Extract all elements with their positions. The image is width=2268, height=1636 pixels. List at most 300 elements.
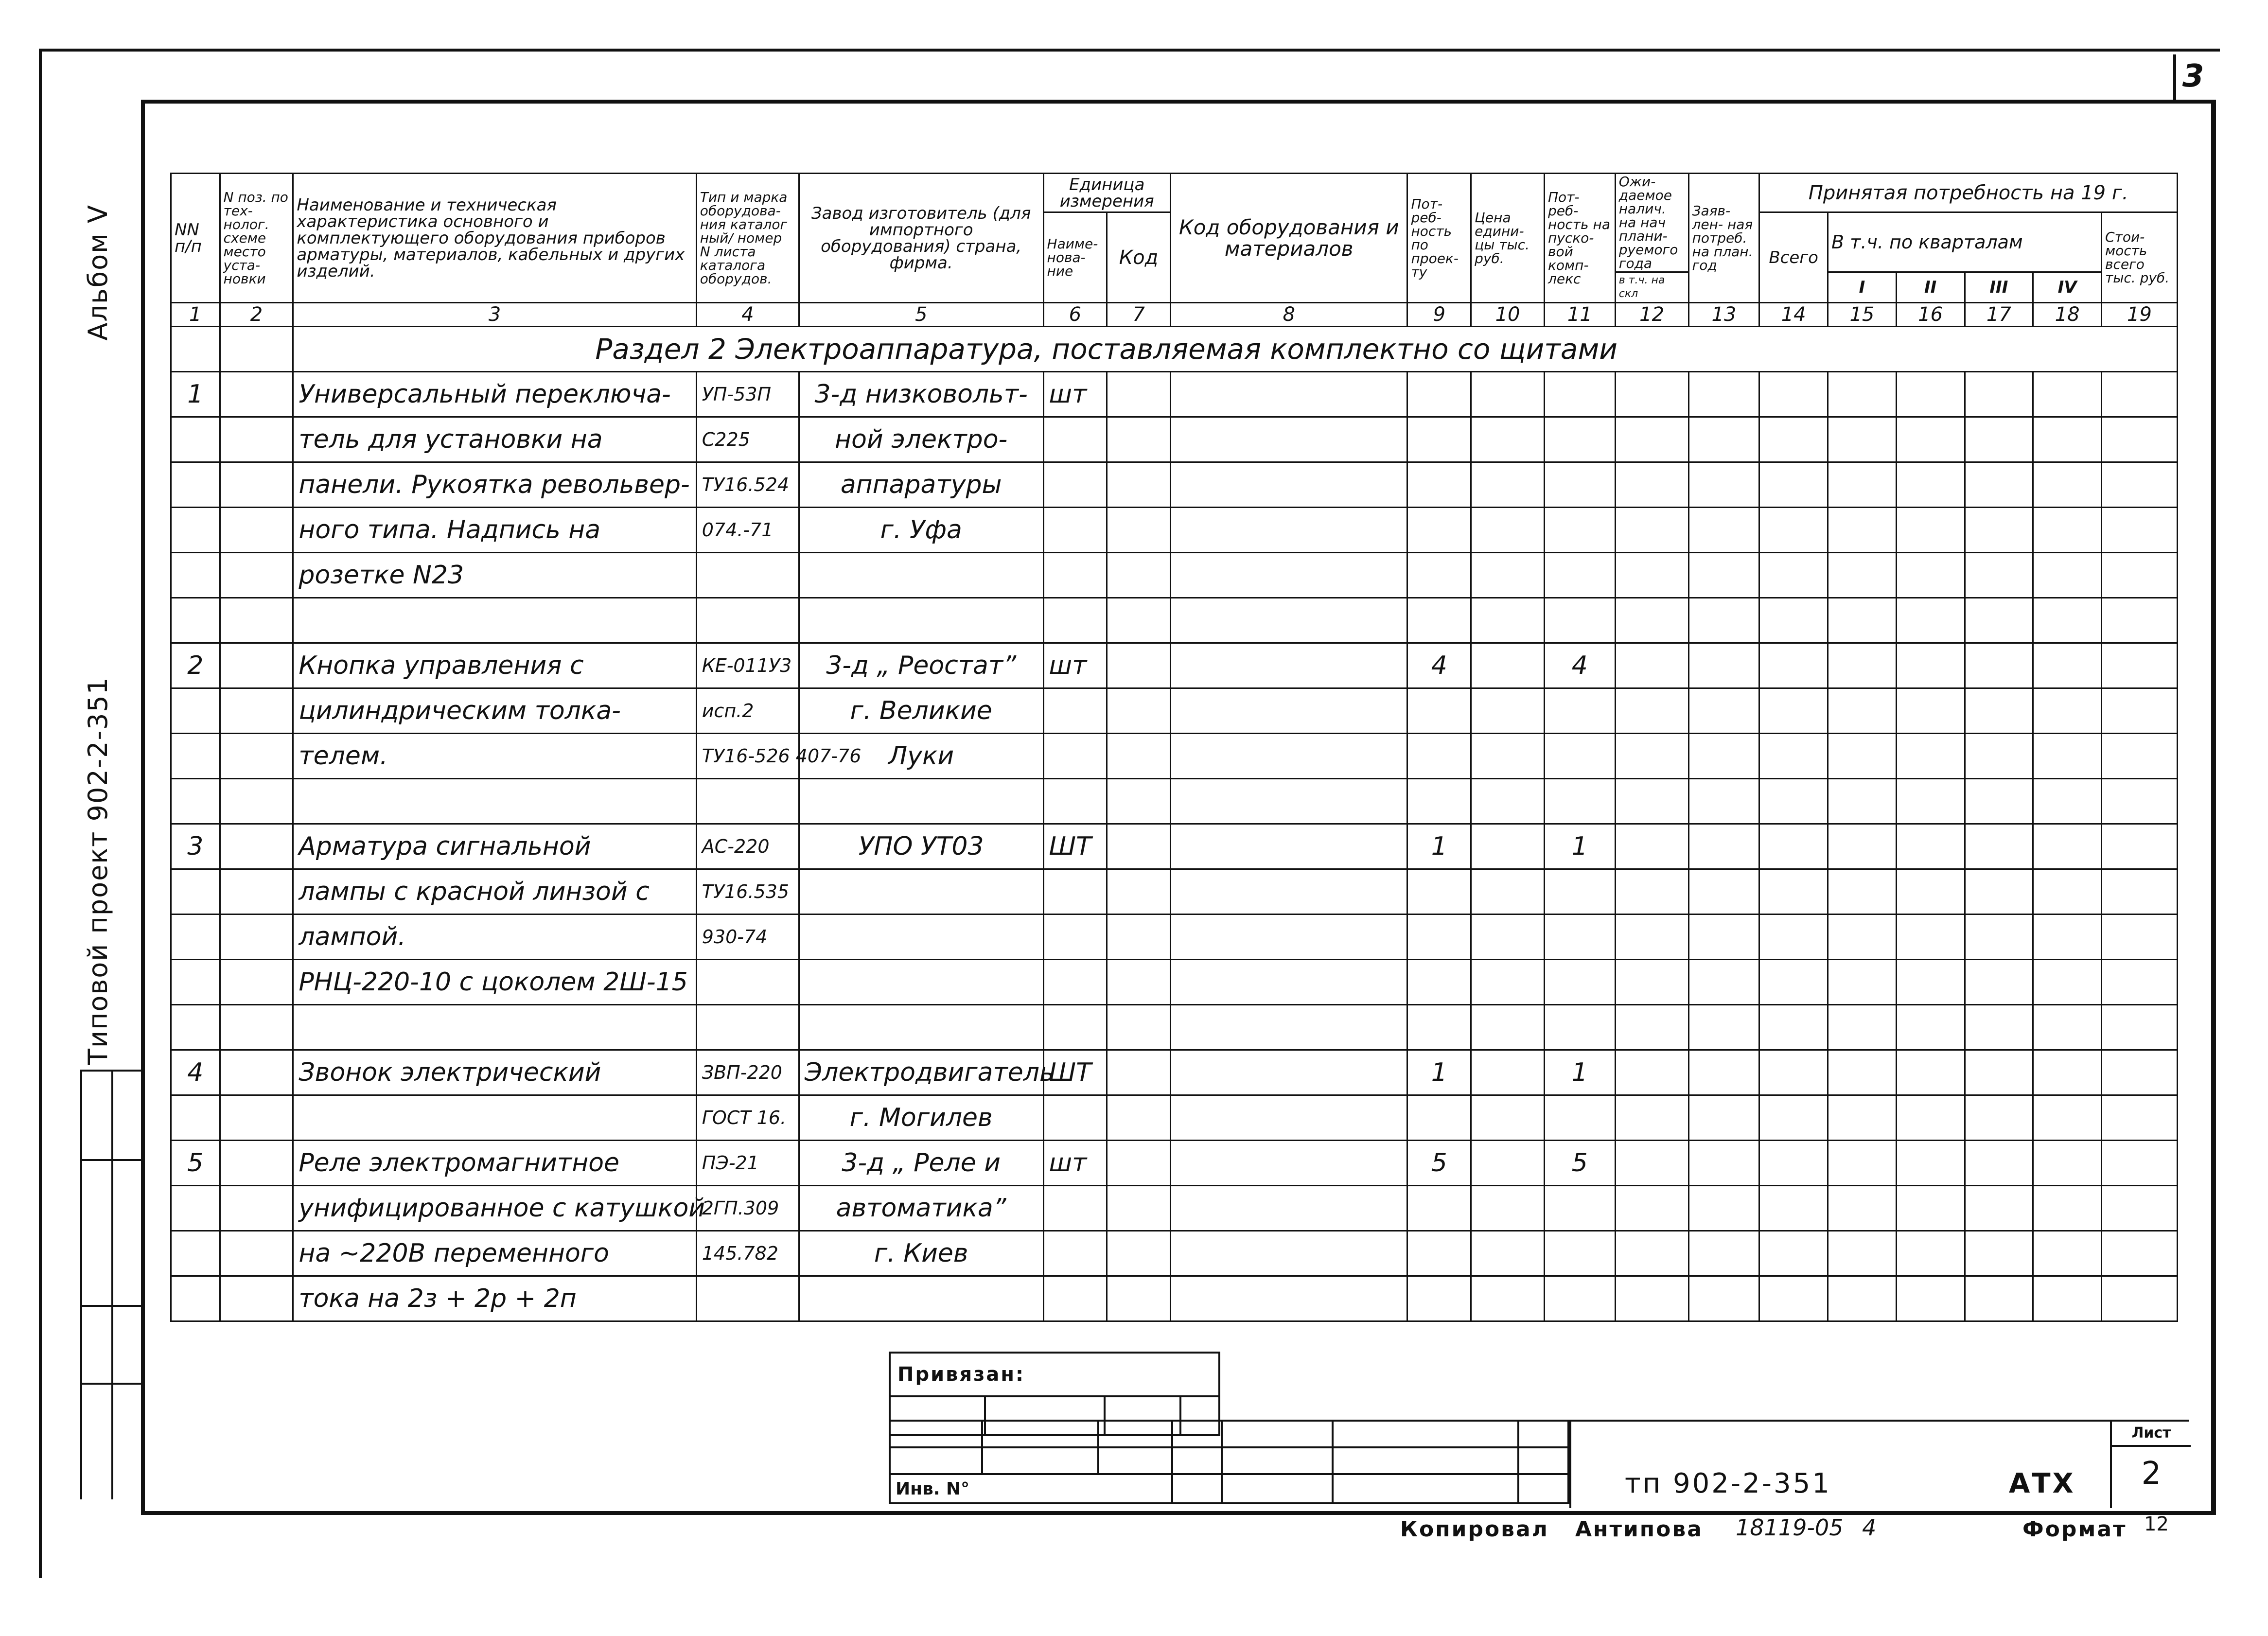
side-stamp — [80, 1070, 143, 1499]
empty-cell — [1896, 869, 1965, 915]
empty-cell — [1965, 598, 2033, 643]
item-name: цилиндрическим толка- — [293, 688, 696, 734]
empty-cell — [1896, 688, 1965, 734]
hdr-unit-code: Код — [1107, 212, 1171, 303]
item-unit — [1043, 869, 1107, 915]
need-project — [1407, 1005, 1471, 1050]
empty-cell — [1896, 643, 1965, 688]
empty-cell — [1688, 779, 1759, 824]
column-number: 4 — [696, 303, 799, 327]
item-unit — [1043, 553, 1107, 598]
empty-cell — [1170, 1186, 1407, 1231]
empty-cell — [1828, 1276, 1897, 1321]
item-plant — [799, 1276, 1043, 1321]
row-number — [171, 1005, 220, 1050]
sheet-box — [2110, 1422, 2191, 1508]
empty-cell — [1615, 734, 1688, 779]
empty-cell — [1828, 869, 1897, 915]
empty-cell — [1688, 417, 1759, 462]
column-number-row — [171, 303, 2178, 327]
empty-cell — [2101, 598, 2177, 643]
empty-cell — [1896, 417, 1965, 462]
table-row — [171, 508, 2178, 553]
item-type — [696, 598, 799, 643]
table-row — [171, 1050, 2178, 1095]
item-plant — [799, 1005, 1043, 1050]
empty-cell — [1828, 417, 1897, 462]
table-row — [171, 1141, 2178, 1186]
empty-cell — [1471, 1005, 1545, 1050]
item-unit: шт — [1043, 372, 1107, 417]
empty-cell — [1965, 372, 2033, 417]
column-number: 15 — [1828, 303, 1897, 327]
item-name — [293, 1005, 696, 1050]
title-block-grid — [889, 1420, 1569, 1504]
table-row — [171, 779, 2178, 824]
empty-cell — [1759, 508, 1828, 553]
item-type: КЕ-011У3 — [696, 643, 799, 688]
empty-cell — [1828, 1186, 1897, 1231]
table-row — [171, 734, 2178, 779]
doc-code: АТХ — [2009, 1468, 2075, 1499]
item-type — [696, 553, 799, 598]
item-name: лампой. — [293, 915, 696, 960]
empty-cell — [1965, 1276, 2033, 1321]
empty-cell — [1107, 553, 1171, 598]
empty-cell — [1759, 779, 1828, 824]
empty-cell — [1107, 462, 1171, 508]
empty-cell — [1965, 915, 2033, 960]
empty-cell — [1170, 417, 1407, 462]
empty-cell — [1615, 915, 1688, 960]
row-number — [171, 598, 220, 643]
empty-cell — [1107, 779, 1171, 824]
empty-cell — [2101, 688, 2177, 734]
row-number: 3 — [171, 824, 220, 869]
empty-cell — [1170, 1005, 1407, 1050]
hdr-q4: IV — [2033, 272, 2102, 303]
empty-cell — [1759, 553, 1828, 598]
item-type — [696, 1005, 799, 1050]
need-startup: 1 — [1544, 1050, 1615, 1095]
item-type: ТУ16-526 407-76 — [696, 734, 799, 779]
sheet-number: 2 — [2141, 1456, 2162, 1492]
bound-label: Привязан: — [890, 1353, 1219, 1396]
hdr-accepted: Принятая потребность на 19 г. — [1759, 174, 2178, 212]
empty-cell — [1688, 372, 1759, 417]
inv-label: Инв. N° — [890, 1474, 1172, 1503]
need-startup — [1544, 1231, 1615, 1276]
row-number: 2 — [171, 643, 220, 688]
empty-cell — [1965, 734, 2033, 779]
column-number: 3 — [293, 303, 696, 327]
item-unit: ШТ — [1043, 824, 1107, 869]
row-number — [171, 462, 220, 508]
table-row — [171, 1095, 2178, 1141]
item-name: телем. — [293, 734, 696, 779]
empty-cell — [1965, 1141, 2033, 1186]
row-number — [171, 960, 220, 1005]
empty-cell — [1828, 508, 1897, 553]
need-project — [1407, 688, 1471, 734]
empty-cell — [2033, 688, 2102, 734]
item-plant: аппаратуры — [799, 462, 1043, 508]
empty-cell — [1107, 1276, 1171, 1321]
empty-cell — [1688, 643, 1759, 688]
row-number — [171, 734, 220, 779]
empty-cell — [1759, 1095, 1828, 1141]
hdr-in-stock: в т.ч. на скл — [1615, 272, 1688, 303]
empty-cell — [1471, 1050, 1545, 1095]
item-type: ТУ16.524 — [696, 462, 799, 508]
need-project — [1407, 1095, 1471, 1141]
column-number: 2 — [220, 303, 293, 327]
hdr-plant: Завод изготовитель (для импортного оборудования) страна, фирма. — [799, 174, 1043, 303]
empty-cell — [1688, 462, 1759, 508]
item-plant: Электродвигатель — [799, 1050, 1043, 1095]
empty-cell — [1965, 824, 2033, 869]
empty-cell — [1759, 417, 1828, 462]
column-number: 11 — [1544, 303, 1615, 327]
need-project — [1407, 960, 1471, 1005]
item-plant: г. Киев — [799, 1231, 1043, 1276]
item-type: 074.-71 — [696, 508, 799, 553]
item-type: ЗВП-220 — [696, 1050, 799, 1095]
column-number: 18 — [2033, 303, 2102, 327]
item-plant — [799, 915, 1043, 960]
empty-cell — [220, 553, 293, 598]
item-plant — [799, 553, 1043, 598]
empty-cell — [1471, 462, 1545, 508]
empty-cell — [1896, 779, 1965, 824]
need-project — [1407, 1231, 1471, 1276]
empty-cell — [1107, 1186, 1171, 1231]
empty-cell — [2033, 779, 2102, 824]
need-project: 1 — [1407, 824, 1471, 869]
empty-cell — [1965, 688, 2033, 734]
table-row — [171, 824, 2178, 869]
table-row — [171, 462, 2178, 508]
hdr-name: Наименование и техническая характеристика основного и комплектующего оборудования приборов арматуры, материалов, кабельных и других изделий. — [293, 174, 696, 303]
need-project: 1 — [1407, 1050, 1471, 1095]
item-unit — [1043, 915, 1107, 960]
item-plant — [799, 869, 1043, 915]
empty-cell — [2101, 1050, 2177, 1095]
row-number — [171, 553, 220, 598]
empty-cell — [220, 869, 293, 915]
empty-cell — [1965, 462, 2033, 508]
empty-cell — [1759, 598, 1828, 643]
need-project — [1407, 734, 1471, 779]
item-unit — [1043, 417, 1107, 462]
hdr-unit: Единица измерения — [1043, 174, 1170, 212]
row-number — [171, 1095, 220, 1141]
empty-cell — [1828, 779, 1897, 824]
hdr-pos: N поз. по тех- нолог. схеме место уста- новки — [220, 174, 293, 303]
empty-cell — [1688, 688, 1759, 734]
column-number: 12 — [1615, 303, 1688, 327]
empty-cell — [1688, 734, 1759, 779]
hdr-quarters: В т.ч. по кварталам — [1828, 212, 2102, 272]
section-title: Раздел 2 Электроаппаратура, поставляемая комплектно со щитами — [293, 327, 2178, 372]
empty-cell — [1965, 869, 2033, 915]
column-number: 5 — [799, 303, 1043, 327]
empty-cell — [1828, 372, 1897, 417]
empty-cell — [1170, 508, 1407, 553]
row-number — [171, 915, 220, 960]
empty-cell — [1759, 688, 1828, 734]
empty-cell — [1615, 688, 1688, 734]
need-project — [1407, 915, 1471, 960]
need-project — [1407, 462, 1471, 508]
item-name: панели. Рукоятка револьвер- — [293, 462, 696, 508]
sheet-label: Лист — [2112, 1422, 2191, 1447]
empty-cell — [1107, 688, 1171, 734]
item-unit — [1043, 1005, 1107, 1050]
hdr-declared: Заяв- лен- ная потреб. на план. год — [1688, 174, 1759, 303]
empty-cell — [220, 462, 293, 508]
empty-cell — [1759, 1186, 1828, 1231]
empty-cell — [220, 1095, 293, 1141]
empty-cell — [2033, 869, 2102, 915]
empty-cell — [2101, 1005, 2177, 1050]
empty-cell — [1828, 824, 1897, 869]
item-unit — [1043, 508, 1107, 553]
format-label: Формат — [2022, 1517, 2127, 1542]
empty-cell — [1471, 643, 1545, 688]
table-row — [171, 643, 2178, 688]
item-type: ГОСТ 16. — [696, 1095, 799, 1141]
empty-cell — [1965, 779, 2033, 824]
empty-cell — [1688, 508, 1759, 553]
need-startup — [1544, 734, 1615, 779]
item-unit — [1043, 734, 1107, 779]
empty-cell — [1615, 598, 1688, 643]
empty-cell — [1896, 372, 1965, 417]
item-plant: 3-д низковольт- — [799, 372, 1043, 417]
empty-cell — [1965, 643, 2033, 688]
need-startup — [1544, 508, 1615, 553]
empty-cell — [1688, 869, 1759, 915]
specification-table — [170, 173, 2178, 1322]
item-unit — [1043, 779, 1107, 824]
need-project — [1407, 1276, 1471, 1321]
empty-cell — [220, 960, 293, 1005]
empty-cell — [1471, 1186, 1545, 1231]
table-row — [171, 688, 2178, 734]
empty-cell — [1688, 1095, 1759, 1141]
need-startup — [1544, 1276, 1615, 1321]
column-number: 1 — [171, 303, 220, 327]
hdr-type: Тип и марка оборудова- ния каталог ный/ номер N листа каталога оборудов. — [696, 174, 799, 303]
empty-cell — [2033, 508, 2102, 553]
item-type: АС-220 — [696, 824, 799, 869]
empty-cell — [1170, 960, 1407, 1005]
row-number: 4 — [171, 1050, 220, 1095]
empty-cell — [1759, 643, 1828, 688]
empty-cell — [1471, 824, 1545, 869]
empty-cell — [1688, 1231, 1759, 1276]
hdr-equip-code: Код оборудования и материалов — [1170, 174, 1407, 303]
table-row — [171, 417, 2178, 462]
need-startup — [1544, 598, 1615, 643]
empty-cell — [1170, 598, 1407, 643]
empty-cell — [2033, 372, 2102, 417]
empty-cell — [1615, 1141, 1688, 1186]
item-name: Универсальный переключа- — [293, 372, 696, 417]
table-row — [171, 1186, 2178, 1231]
empty-cell — [1107, 1005, 1171, 1050]
empty-cell — [1688, 1050, 1759, 1095]
empty-cell — [1828, 1050, 1897, 1095]
table-row — [171, 1276, 2178, 1321]
table-row — [171, 915, 2178, 960]
item-name: Реле электромагнитное — [293, 1141, 696, 1186]
empty-cell — [1759, 1050, 1828, 1095]
item-type: 2ГП.309 — [696, 1186, 799, 1231]
empty-cell — [1965, 960, 2033, 1005]
empty-cell — [1471, 508, 1545, 553]
column-number: 17 — [1965, 303, 2033, 327]
item-plant: УПО УТ03 — [799, 824, 1043, 869]
hdr-cost: Стои- мость всего тыс. руб. — [2101, 212, 2177, 303]
empty-cell — [1828, 598, 1897, 643]
item-unit — [1043, 688, 1107, 734]
empty-cell — [2101, 915, 2177, 960]
hdr-need-project: Пот- реб- ность по проек- ту — [1407, 174, 1471, 303]
item-unit — [1043, 598, 1107, 643]
empty-cell — [1965, 508, 2033, 553]
empty-cell — [2101, 1141, 2177, 1186]
need-startup — [1544, 1095, 1615, 1141]
empty-cell — [1828, 1231, 1897, 1276]
item-plant — [799, 598, 1043, 643]
empty-cell — [1896, 1231, 1965, 1276]
item-name — [293, 1095, 696, 1141]
hdr-q3: III — [1965, 272, 2033, 303]
empty-cell — [2033, 417, 2102, 462]
empty-cell — [1896, 1005, 1965, 1050]
empty-cell — [1471, 960, 1545, 1005]
empty-cell — [1759, 1276, 1828, 1321]
need-project — [1407, 1186, 1471, 1231]
item-plant: г. Уфа — [799, 508, 1043, 553]
empty-cell — [2033, 1095, 2102, 1141]
empty-cell — [1615, 508, 1688, 553]
item-type: УП-53П — [696, 372, 799, 417]
row-number — [171, 869, 220, 915]
item-name: розетке N23 — [293, 553, 696, 598]
need-startup — [1544, 1186, 1615, 1231]
hdr-expected: Ожи- даемое налич. на нач плани- руемого года — [1615, 174, 1688, 272]
item-unit: шт — [1043, 643, 1107, 688]
empty-cell — [1170, 462, 1407, 508]
empty-cell — [1471, 1231, 1545, 1276]
column-number: 10 — [1471, 303, 1545, 327]
row-number: 5 — [171, 1141, 220, 1186]
need-project — [1407, 508, 1471, 553]
need-project — [1407, 779, 1471, 824]
empty-cell — [1170, 1276, 1407, 1321]
hdr-price: Цена едини- цы тыс. руб. — [1471, 174, 1545, 303]
empty-cell — [1170, 1141, 1407, 1186]
empty-cell — [1615, 1050, 1688, 1095]
empty-cell — [1688, 553, 1759, 598]
table-row — [171, 869, 2178, 915]
item-name: Арматура сигнальной — [293, 824, 696, 869]
empty-cell — [220, 915, 293, 960]
item-plant: ной электро- — [799, 417, 1043, 462]
item-plant: г. Могилев — [799, 1095, 1043, 1141]
empty-cell — [2033, 915, 2102, 960]
empty-cell — [1471, 1141, 1545, 1186]
order-suffix: 4 — [1862, 1514, 1877, 1541]
empty-cell — [1471, 417, 1545, 462]
empty-cell — [1759, 734, 1828, 779]
empty-cell — [1688, 960, 1759, 1005]
empty-cell — [220, 1005, 293, 1050]
item-name: лампы с красной линзой с — [293, 869, 696, 915]
item-name: Звонок электрический — [293, 1050, 696, 1095]
column-number: 13 — [1688, 303, 1759, 327]
item-name: РНЦ-220-10 с цоколем 2Ш-15 — [293, 960, 696, 1005]
hdr-q2: II — [1896, 272, 1965, 303]
column-number: 9 — [1407, 303, 1471, 327]
album-label: Альбом V — [83, 204, 113, 341]
hdr-num: NN п/п — [171, 174, 220, 303]
row-number — [171, 1186, 220, 1231]
item-unit — [1043, 1186, 1107, 1231]
empty-cell — [1759, 1231, 1828, 1276]
empty-cell — [2101, 960, 2177, 1005]
row-number: 1 — [171, 372, 220, 417]
format-value: 12 — [2144, 1513, 2169, 1535]
empty-cell — [1107, 960, 1171, 1005]
table-row — [171, 372, 2178, 417]
empty-cell — [1170, 643, 1407, 688]
empty-cell — [2101, 1276, 2177, 1321]
empty-cell — [220, 1276, 293, 1321]
empty-cell — [1615, 462, 1688, 508]
need-startup: 1 — [1544, 824, 1615, 869]
empty-cell — [1896, 1141, 1965, 1186]
empty-cell — [220, 508, 293, 553]
empty-cell — [1471, 779, 1545, 824]
empty-cell — [1471, 553, 1545, 598]
empty-cell — [1688, 1186, 1759, 1231]
title-block-main — [1569, 1420, 2189, 1508]
empty-cell — [2101, 779, 2177, 824]
empty-cell — [2033, 960, 2102, 1005]
table-row — [171, 960, 2178, 1005]
empty-cell — [1965, 1095, 2033, 1141]
empty-cell — [1107, 1141, 1171, 1186]
empty-cell — [2101, 553, 2177, 598]
empty-cell — [1615, 824, 1688, 869]
empty-cell — [1759, 1141, 1828, 1186]
item-type: ТУ16.535 — [696, 869, 799, 915]
item-name: тель для установки на — [293, 417, 696, 462]
order-number: 18119-05 — [1736, 1514, 1844, 1541]
empty-cell — [1170, 779, 1407, 824]
empty-cell — [1828, 1005, 1897, 1050]
row-number — [171, 417, 220, 462]
need-startup: 5 — [1544, 1141, 1615, 1186]
empty-cell — [2033, 1186, 2102, 1231]
empty-cell — [1107, 417, 1171, 462]
hdr-unit-name: Наиме- нова- ние — [1043, 212, 1107, 303]
item-name: ного типа. Надпись на — [293, 508, 696, 553]
